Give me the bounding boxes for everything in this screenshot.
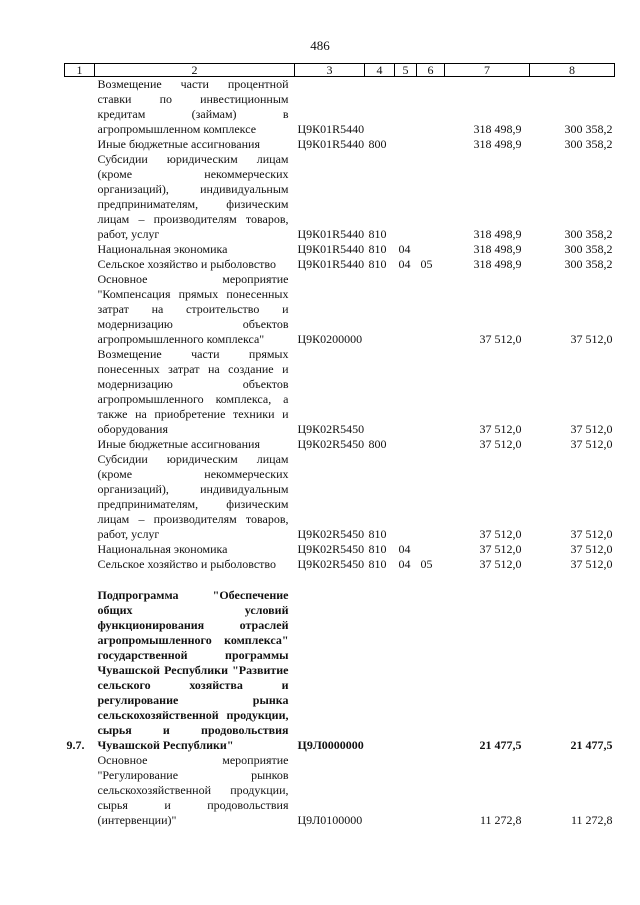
column-header-4: 4 <box>365 64 395 77</box>
row-col5 <box>395 137 417 152</box>
row-value-1: 37 512,0 <box>479 437 522 451</box>
row-name: Основное мероприятие "Компенсация прямых понесенных затрат на строительство и модернизацию объектов агропромышленного комплекса" <box>97 272 289 346</box>
row-value-2: 21 477,5 <box>570 738 613 752</box>
table-row <box>65 452 615 542</box>
row-value-1: 37 512,0 <box>479 542 522 556</box>
row-col5 <box>395 437 417 452</box>
row-code: Ц9К01R5440 <box>297 122 365 136</box>
budget-table <box>64 63 615 828</box>
row-col6: 05 <box>420 557 433 571</box>
row-name: Возмещение части процентной ставки по инвестиционным кредитам (займам) в агропромышленном комплексе <box>97 77 289 136</box>
row-col6 <box>417 542 445 557</box>
row-name: Субсидии юридическим лицам (кроме некоммерческих организаций), индивидуальным предпринимателям, физическим лицам – производителям товаров, работ, услуг <box>97 152 289 241</box>
row-col4 <box>365 272 395 347</box>
row-name: Субсидии юридическим лицам (кроме некоммерческих организаций), индивидуальным предпринимателям, физическим лицам – производителям товаров, работ, услуг <box>97 452 289 541</box>
table-row <box>65 542 615 557</box>
row-value-2: 11 272,8 <box>570 813 613 827</box>
row-col4: 810 <box>368 527 387 541</box>
row-number <box>65 557 95 572</box>
table-row <box>65 272 615 347</box>
row-value-1: 37 512,0 <box>479 332 522 346</box>
row-value-2: 37 512,0 <box>570 557 613 571</box>
row-number <box>65 542 95 557</box>
table-row <box>65 347 615 437</box>
row-code: Ц9К01R5440 <box>297 137 365 151</box>
column-header-5: 5 <box>395 64 417 77</box>
row-value-1: 37 512,0 <box>479 422 522 436</box>
row-col5: 04 <box>398 557 411 571</box>
row-value-1: 318 498,9 <box>473 242 522 256</box>
row-number <box>65 152 95 242</box>
row-value-2: 300 358,2 <box>564 137 613 151</box>
row-col5 <box>395 753 417 828</box>
row-col4: 810 <box>368 257 387 271</box>
row-value-2: 300 358,2 <box>564 242 613 256</box>
row-col6 <box>417 452 445 542</box>
column-header-8: 8 <box>530 64 615 77</box>
row-col5 <box>395 77 417 138</box>
row-col4: 810 <box>368 242 387 256</box>
column-header-3: 3 <box>295 64 365 77</box>
row-value-1: 318 498,9 <box>473 257 522 271</box>
header-row <box>65 64 615 77</box>
row-name: Подпрограмма "Обеспечение общих условий функционирования отраслей агропромышленного комплекса" государственной программы Чувашской Республики "Развитие сельского хозяйства и регулирование рынка сельскохозяйственной продукции, сырья и продовольствия Чувашской Республики" <box>97 588 289 752</box>
row-number <box>65 272 95 347</box>
row-col6 <box>417 437 445 452</box>
row-value-1: 37 512,0 <box>479 557 522 571</box>
row-name: Возмещение части прямых понесенных затрат на создание и модернизацию объектов агропромышленного комплекса, а также на приобретение техники и оборудования <box>97 347 289 436</box>
row-number <box>65 257 95 272</box>
row-code: Ц9К0200000 <box>297 332 363 346</box>
row-number <box>65 753 95 828</box>
row-col4 <box>365 77 395 138</box>
row-name: Национальная экономика <box>97 242 228 256</box>
row-col6 <box>417 753 445 828</box>
row-name: Иные бюджетные ассигнования <box>97 137 260 151</box>
table-row <box>65 137 615 152</box>
row-number <box>65 452 95 542</box>
row-code: Ц9К01R5440 <box>297 257 365 271</box>
row-col4 <box>365 572 395 753</box>
row-code: Ц9Л0100000 <box>297 813 363 827</box>
row-col4: 810 <box>368 557 387 571</box>
column-header-2: 2 <box>95 64 295 77</box>
row-value-2: 37 512,0 <box>570 332 613 346</box>
row-value-2: 300 358,2 <box>564 227 613 241</box>
row-col4: 810 <box>368 227 387 241</box>
row-code: Ц9К01R5440 <box>297 227 365 241</box>
row-name: Основное мероприятие "Регулирование рынков сельскохозяйственной продукции, сырья и продовольствия (интервенции)" <box>97 753 289 827</box>
column-header-7: 7 <box>445 64 530 77</box>
row-value-2: 37 512,0 <box>570 437 613 451</box>
table-row <box>65 242 615 257</box>
row-number: 9.7. <box>66 738 85 752</box>
row-col6 <box>417 152 445 242</box>
row-col5 <box>395 347 417 437</box>
row-number <box>65 77 95 138</box>
row-number <box>65 347 95 437</box>
row-name: Сельское хозяйство и рыболовство <box>97 257 277 271</box>
row-number <box>65 137 95 152</box>
row-col6 <box>417 77 445 138</box>
row-col4 <box>365 753 395 828</box>
row-code: Ц9К02R5450 <box>297 542 365 556</box>
row-value-1: 21 477,5 <box>479 738 522 752</box>
row-code: Ц9К01R5440 <box>297 242 365 256</box>
row-value-1: 11 272,8 <box>479 813 522 827</box>
row-col6 <box>417 272 445 347</box>
row-col5 <box>395 452 417 542</box>
row-col4: 800 <box>368 437 387 451</box>
row-name: Сельское хозяйство и рыболовство <box>97 557 277 571</box>
row-value-2: 300 358,2 <box>564 257 613 271</box>
row-value-2: 37 512,0 <box>570 527 613 541</box>
page-number: 486 <box>310 38 330 53</box>
row-col5 <box>395 272 417 347</box>
row-col6: 05 <box>420 257 433 271</box>
row-name: Национальная экономика <box>97 542 228 556</box>
table-row <box>65 572 615 753</box>
row-value-2: 37 512,0 <box>570 422 613 436</box>
row-col6 <box>417 572 445 753</box>
column-header-6: 6 <box>417 64 445 77</box>
table-row <box>65 437 615 452</box>
row-col4: 810 <box>368 542 387 556</box>
column-header-1: 1 <box>65 64 95 77</box>
row-value-2: 37 512,0 <box>570 542 613 556</box>
row-code: Ц9К02R5450 <box>297 422 365 436</box>
row-col5: 04 <box>398 257 411 271</box>
table-row <box>65 152 615 242</box>
row-col4: 800 <box>368 137 387 151</box>
table-row <box>65 557 615 572</box>
row-col5 <box>395 152 417 242</box>
row-col5: 04 <box>398 242 411 256</box>
row-col6 <box>417 242 445 257</box>
table-row <box>65 257 615 272</box>
row-code: Ц9Л0000000 <box>297 738 364 752</box>
row-col5: 04 <box>398 542 411 556</box>
row-value-1: 37 512,0 <box>479 527 522 541</box>
row-value-1: 318 498,9 <box>473 227 522 241</box>
table-row <box>65 753 615 828</box>
row-code: Ц9К02R5450 <box>297 527 365 541</box>
row-number <box>65 242 95 257</box>
row-code: Ц9К02R5450 <box>297 437 365 451</box>
row-col4 <box>365 347 395 437</box>
row-col6 <box>417 347 445 437</box>
row-value-1: 318 498,9 <box>473 137 522 151</box>
row-value-1: 318 498,9 <box>473 122 522 136</box>
row-code: Ц9К02R5450 <box>297 557 365 571</box>
table-row <box>65 77 615 138</box>
row-col5 <box>395 572 417 753</box>
row-col6 <box>417 137 445 152</box>
row-number <box>65 437 95 452</box>
row-value-2: 300 358,2 <box>564 122 613 136</box>
row-name: Иные бюджетные ассигнования <box>97 437 260 451</box>
